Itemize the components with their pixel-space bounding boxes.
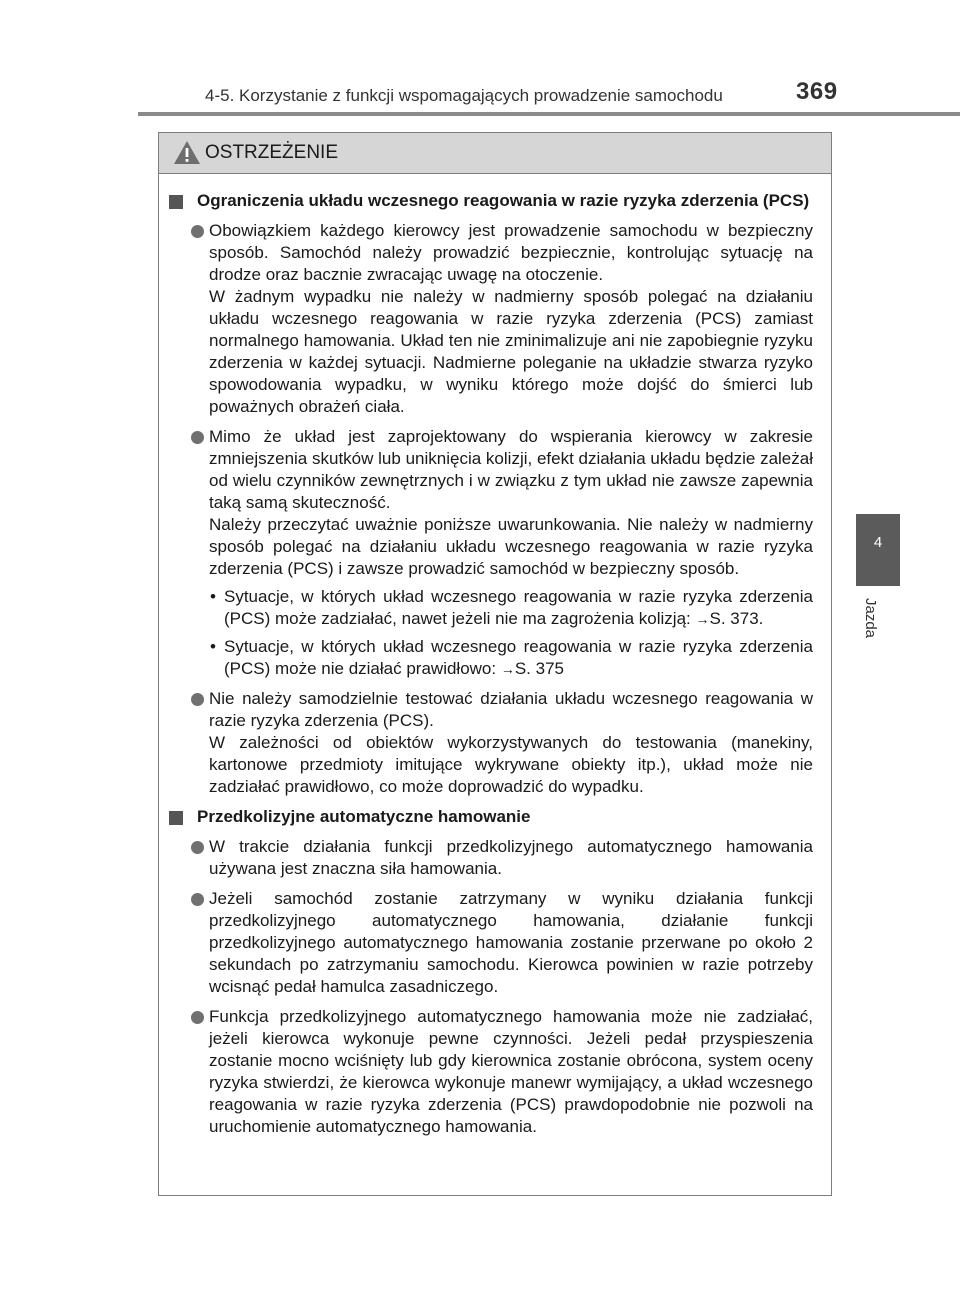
circle-bullet-icon — [191, 893, 204, 906]
circle-bullet-icon — [191, 693, 204, 706]
item-paragraph: Nie należy samodzielnie testować działania układu wczesnego reagowania w razie ryzyka zderzenia (PCS). — [209, 689, 813, 730]
item-paragraph: W zależności od obiektów wykorzystywanych do testowania (manekiny, kartonowe przedmioty imitujące wykrywane obiekty itp.), układ może nie zadziałać prawidłowo, co może doprowadzić do wypadku. — [209, 733, 813, 796]
small-bullet-icon: • — [210, 637, 216, 656]
item-paragraph: Obowiązkiem każdego kierowcy jest prowadzenie samochodu w bezpieczny sposób. Samochód należy prowadzić bezpiecznie, kontrolując sytuację na drodze oraz bacznie zwracając uwagę na otoczenie. — [209, 221, 813, 284]
chapter-number: 4 — [873, 534, 883, 551]
warning-body — [159, 174, 831, 1138]
page-header — [0, 0, 960, 110]
item-paragraph: Mimo że układ jest zaprojektowany do wspierania kierowcy w zakresie zmniejszenia skutków lub uniknięcia kolizji, efekt działania układu będzie zależał od wielu czynników zewnętrznych i w związku z tym układ nie zawsze zapewnia taką samą skuteczność. — [209, 427, 813, 512]
item-paragraph: Jeżeli samochód zostanie zatrzymany w wyniku działania funkcji przedkolizyjnego automatycznego hamowania, działanie funkcji przedkolizyjnego automatycznego hamowania zostanie przerwane po około 2 sekundach po zatrzymaniu samochodu. Kierowca powinien w razie potrzeby wcisnąć pedał hamulca zasadniczego. — [209, 889, 813, 996]
item-paragraph: Funkcja przedkolizyjnego automatycznego hamowania może nie zadziałać, jeżeli kierowca wykonuje pewne czynności. Jeżeli pedał przyspieszenia zostanie mocno wciśnięty lub gdy kierownica zostanie obrócona, system oceny ryzyka stwierdzi, że kierowca wykonuje manewr wymijający, a układ wczesnego reagowania w razie ryzyka zderzenia (PCS) prawdopodobnie nie pozwoli na uruchomienie automatycznego hamowania. — [209, 1007, 813, 1136]
header-rule — [138, 112, 960, 116]
item-paragraph: Należy przeczytać uważnie poniższe uwarunkowania. Nie należy w nadmierny sposób polegać na działaniu układu wczesnego reagowania w razie ryzyka zderzenia (PCS) i zawsze prowadzić samochód w bezpieczny sposób. — [209, 515, 813, 578]
list-item — [169, 688, 813, 798]
page-reference[interactable]: S. 373. — [709, 609, 764, 628]
sub-item-text: Sytuacje, w których układ wczesnego reagowania w razie ryzyka zderzenia (PCS) może nie działać prawidłowo: — [224, 637, 813, 678]
sub-list-item — [169, 636, 813, 680]
header-title: 4-5. Korzystanie z funkcji wspomagających prowadzenie samochodu — [205, 86, 723, 105]
circle-bullet-icon — [191, 225, 204, 238]
list-item — [169, 836, 813, 880]
list-item — [169, 888, 813, 998]
sub-item-text: Sytuacje, w których układ wczesnego reagowania w razie ryzyka zderzenia (PCS) może zadziałać, nawet jeżeli nie ma zagrożenia kolizją: — [224, 587, 813, 628]
square-bullet-icon — [169, 811, 183, 825]
circle-bullet-icon — [191, 1011, 204, 1024]
arrow-right-icon: → — [695, 611, 710, 627]
warning-title: OSTRZEŻENIE — [205, 142, 339, 163]
square-bullet-icon — [169, 195, 183, 209]
warning-triangle-icon — [173, 140, 201, 165]
page-reference[interactable]: S. 375 — [514, 659, 564, 678]
small-bullet-icon: • — [210, 587, 216, 606]
item-paragraph: W trakcie działania funkcji przedkolizyjnego automatycznego hamowania używana jest znaczna siła hamowania. — [209, 837, 813, 878]
item-paragraph: W żadnym wypadku nie należy w nadmierny sposób polegać na działaniu układu wczesnego reagowania w razie ryzyka zderzenia (PCS) zamiast normalnego hamowania. Układ ten nie zminimalizuje ani nie zapobiegnie ryzyku zderzenia w każdej sytuacji. Nadmierne poleganie na układzie stwarza ryzyko spowodowania wypadku, w wyniku którego może dojść do śmierci lub poważnych obrażeń ciała. — [209, 287, 813, 416]
list-item — [169, 1006, 813, 1138]
warning-box — [158, 132, 832, 1196]
list-item — [169, 220, 813, 418]
chapter-tab — [856, 514, 900, 586]
list-item — [169, 426, 813, 580]
section-heading-text: Przedkolizyjne automatyczne hamowanie — [197, 807, 531, 826]
page-number: 369 — [796, 78, 838, 105]
chapter-label: Jazda — [862, 598, 879, 639]
sub-list-item — [169, 586, 813, 630]
arrow-right-icon: → — [500, 661, 515, 677]
section-heading — [169, 190, 813, 212]
circle-bullet-icon — [191, 841, 204, 854]
warning-header — [159, 133, 831, 174]
section-heading-text: Ograniczenia układu wczesnego reagowania w razie ryzyka zderzenia (PCS) — [197, 191, 810, 210]
circle-bullet-icon — [191, 431, 204, 444]
section-heading — [169, 806, 813, 828]
